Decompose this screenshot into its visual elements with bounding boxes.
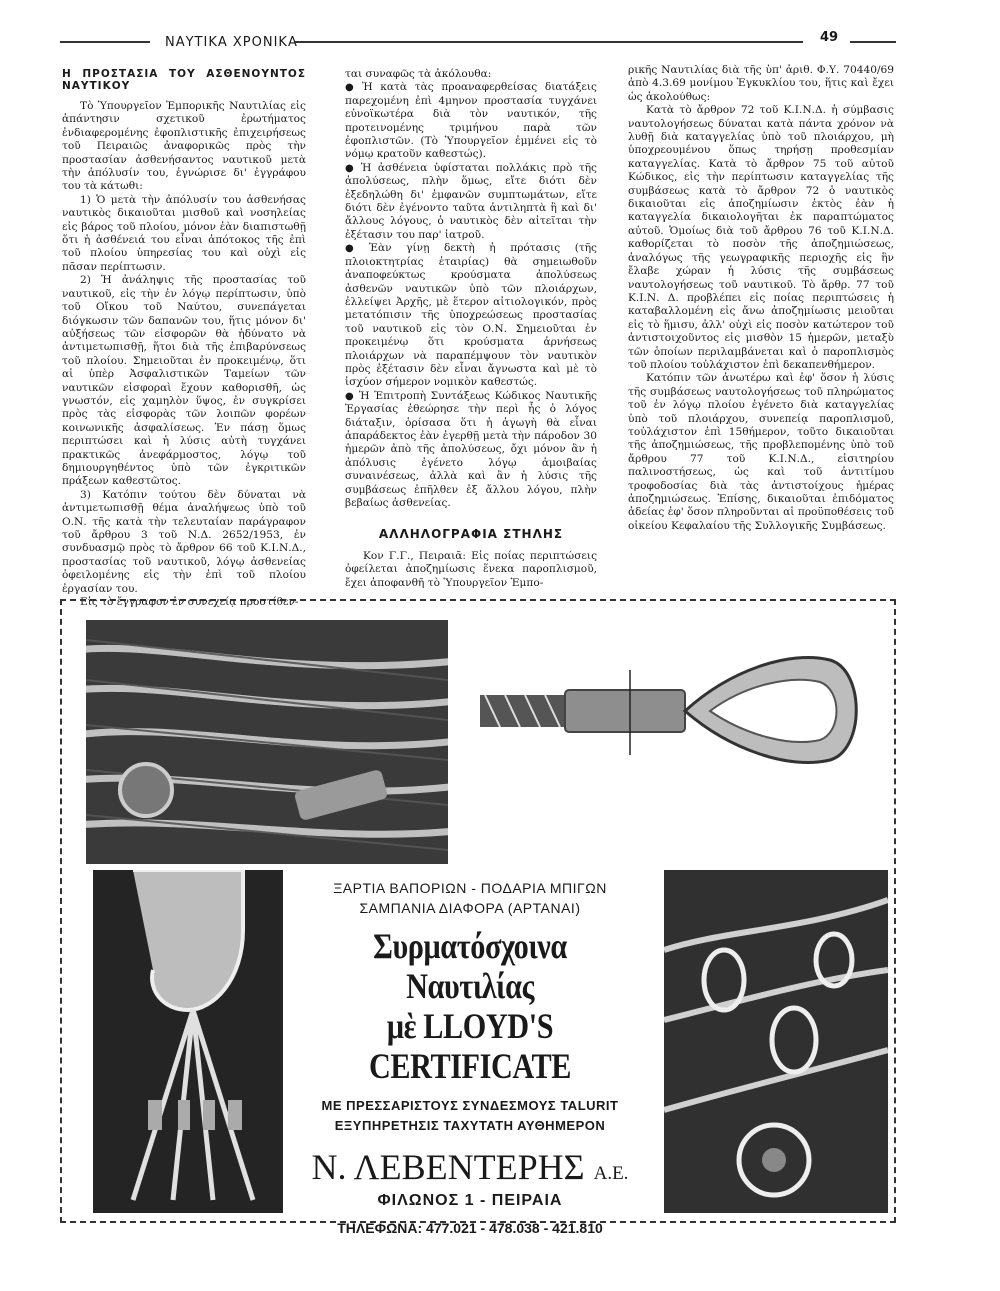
magazine-title: ΝΑΥΤΙΚΑ ΧΡΟΝΙΚΑ: [165, 35, 298, 50]
crane-hook-photo: [93, 870, 283, 1213]
column-1: [62, 68, 306, 609]
rope-thimble-photo: [470, 630, 870, 780]
paragraph: ται συναφῶς τὰ ἀκόλουθα:: [345, 68, 492, 80]
paragraph: Τὸ Ὑπουργεῖον Ἐμπορικῆς Ναυτιλίας εἰς ἀπάντησιν σχετικοῦ ἐρωτήματος ἐνδιαφερομένης ἐφοπλιστικῆς ἐπιχειρήσεως τοῦ Πειραιῶς ἀναφορικῶς πρὸς τὴν προστασίαν ἀσθενήσαντος ναυτικοῦ μετὰ τὴν ἀπόλυσίν του, ἐγνώρισε δι' ἐγγράφου του τὰ κάτωθι:: [62, 100, 306, 193]
article-heading: Η ΠΡΟΣΤΑΣΙΑ ΤΟΥ ΑΣΘΕΝΟΥΝΤΟΣ ΝΑΥΤΙΚΟΥ: [62, 68, 306, 92]
wire-rope-photo: [86, 620, 448, 864]
paragraph: ρικῆς Ναυτιλίας διὰ τῆς ὑπ' ἀριθ. Φ.Υ. 70440/69 ἀπὸ 4.3.69 μονίμου Ἐγκυκλίου του, ἥτις καὶ ἔχει ὡς ἀκολούθως:: [628, 64, 894, 103]
advert-headline-1: Συρματόσχοινα Ναυτιλίας: [373, 926, 567, 1006]
rope-thimble-illustration: [470, 630, 870, 780]
column-2: [345, 68, 597, 590]
paragraph: Κατόπιν τῶν ἀνωτέρω καὶ ἐφ' ὅσον ἡ λύσις τῆς συμβάσεως ναυτολογήσεως τοῦ πληρώματος τοῦ ἐν λόγῳ πλοίου ἐγένετο διὰ καταγγελίας ὑπὸ τοῦ πλοιάρχου, συνεπείᾳ παροπλισμοῦ, τοὐλάχιστον ἐπὶ 15θήμερον, τοῦτο δικαιοῦται τῆς ἀποζημιώσεως, τῆς προβλεπομένης ὑπὸ τοῦ ἄρθρου 77 τοῦ Κ.Ι.Ν.Δ., εἰσιτηρίου παλινοστήσεως, ὡς καὶ τοῦ ἀντιτίμου τροφοδοσίας διὰ τὰς ἀντιστοίχους ἡμέρας ἀποζημιώσεως. Ἐπίσης, δικαιοῦται ἐπιδόματος ἀδείας ἐφ' ὅσον πληροῦνται αἱ προϋποθέσεις τοῦ οἰκείου Κεφαλαίου τῆς Συλλογικῆς Συμβάσεως.: [628, 372, 894, 532]
advert-headline-2: μὲ LLOYD'S CERTIFICATE: [368, 1006, 572, 1086]
advert-company: [300, 1146, 640, 1188]
advert-address: ΦΙΛΩΝΟΣ 1 - ΠΕΙΡΑΙΑ: [377, 1192, 563, 1209]
wire-rope-illustration: [86, 620, 448, 864]
advert-line-1: ΞΑΡΤΙΑ ΒΑΠΟΡΙΩΝ - ΠΟΔΑΡΙΑ ΜΠΙΓΩΝ: [333, 880, 607, 896]
header-rule-left: [60, 41, 150, 43]
header-rule-right: [850, 41, 896, 43]
paragraph: Κατὰ τὸ ἄρθρον 72 τοῦ Κ.Ι.Ν.Δ. ἡ σύμβασις ναυτολογήσεως δύναται κατὰ πάντα χρόνον νὰ λυθῇ διὰ καταγγελίας ὑπὸ τοῦ πλοιάρχου, μὴ ὑποχρεουμένου ὅπως τηρήσῃ προθεσμίαν καταγγελίας. Κατὰ τὸ ἄρθρον 75 τοῦ αὐτοῦ Κώδικος, εἰς τὴν περίπτωσιν καταγγελίας τῆς συμβάσεως κατὰ τὸ ἄρθρον 72 ὁ ναυτικὸς δικαιοῦται εἰς ἀποζημίωσιν ἐκτὸς ἐὰν ἡ καταγγελία δικαιολογῆται ἐκ παραπτώματος αὐτοῦ. Ὁμοίως διὰ τοῦ ἄρθρου 76 τοῦ Κ.Ι.Ν.Δ. καθορίζεται τὸ ποσὸν τῆς ἀποζημιώσεως, ἀναλόγως τῆς γεωγραφικῆς περιοχῆς εἰς ἣν ἔλαβε χώραν ἡ λύσις τῆς συμβάσεως ναυτολογήσεως τοῦ ναυτικοῦ. Τὸ ἄρθρ. 77 τοῦ Κ.Ι.Ν. Δ. προβλέπει εἰς ποίας περιπτώσεις ἡ καταβαλλομένη εἰς ἄνω ἀποζημίωσις μειοῦται εἰς τὸ ἥμισυ, ἀλλ' οὐχὶ εἰς ποσὸν κατώτερον τοῦ ἀντιστοιχοῦντος εἰς μισθὸν 15 ἡμερῶν, μεταξὺ τῶν ὁποίων περιλαμβάνεται καὶ ὁ παροπλισμὸς τοῦ πλοίου τοὐλάχιστον ἐπὶ δεκαπενθήμερον.: [628, 104, 894, 371]
paragraph: 3) Κατόπιν τούτου δὲν δύναται νὰ ἀντιμετωπισθῇ θέμα ἀναλήψεως ὑπὸ τοῦ Ο.Ν. τῆς κατὰ τὴν τελευταίαν παράγραφον τοῦ ἄρθρου 3 τοῦ Ν.Δ. 2652/1953, ἐν συνδυασμῷ πρὸς τὸ ἄρθρον 66 τοῦ Κ.Ι.Ν.Δ., προστασίας τοῦ ναυτικοῦ, λόγῳ ἀσθενείας ὀφειλομένης εἰς τὴν ἐπὶ τοῦ πλοίου ἐργασίαν του.: [62, 488, 306, 595]
advert-line-4: ΕΞΥΠΗΡΕΤΗΣΙΣ ΤΑΧΥΤΑΤΗ ΑΥΘΗΜΕΡΟΝ: [334, 1118, 606, 1133]
shackles-photo: [664, 870, 888, 1213]
column-3: [628, 64, 894, 533]
bullet-paragraph: ● Ἡ Ἐπιτροπὴ Συντάξεως Κώδικος Ναυτικῆς Ἐργασίας ἐθεώρησε τὴν περὶ ἧς ὁ λόγος διάταξιν, ὁρίσασα ὅτι ἡ ἀγωγὴ θὰ εἶναι ἀπαράδεκτος ἐὰν ἐγερθῇ μετὰ τὴν πάροδον 30 ἡμερῶν ἀπὸ τῆς ἀπολύσεως, ὄχι μόνον ἂν ἡ ἀπόλυσις ἐγένετο λόγῳ ἀμοιβαίας συναινέσεως, ἀλλὰ καὶ ἂν ἡ λύσις τῆς συμβάσεως ἐπῆλθεν ἐξ ἄλλου λόγου, πλὴν βεβαίως ἀσθενείας.: [345, 390, 597, 511]
section-heading: ΑΛΛΗΛΟΓΡΑΦΙΑ ΣΤΗΛΗΣ: [378, 527, 564, 542]
page-number: 49: [820, 30, 839, 45]
advert-line-3: ΜΕ ΠΡΕΣΣΑΡΙΣΤΟΥΣ ΣΥΝΔΕΣΜΟΥΣ TALURIT: [321, 1098, 619, 1113]
bullet-paragraph: ● Ἡ ἀσθένεια ὑφίσταται πολλάκις πρὸ τῆς ἀπολύσεως, πλὴν ὅμως, εἴτε διότι δὲν ἐξεδηλώθη δι' ἐμφανῶν συμπτωμάτων, εἴτε διότι δὲν ἐγένοντο ταῦτα ἀντιληπτὰ ἢ καὶ δι' ἄλλους λόγους, ὁ ναυτικὸς δὲν αἰτεῖται τὴν ἐξέτασιν του παρ' ἰατροῦ.: [345, 162, 597, 242]
advert-phones: ΤΗΛΕΦΩΝΑ: 477.021 - 478.038 - 421.810: [337, 1220, 603, 1236]
advert-line-2: ΣΑΜΠΑΝΙΑ ΔΙΑΦΟΡΑ (ΑΡΤΑΝΑΙ): [359, 900, 581, 916]
paragraph: 1) Ὁ μετὰ τὴν ἀπόλυσίν του ἀσθενήσας ναυτικὸς δικαιοῦται μισθοῦ καὶ νοσηλείας εἰς βάρος τοῦ πλοίου, μόνον ἐὰν διαπιστωθῇ ὅτι ἡ ἀσθένειά του εἶναι ἀπότοκος τῆς ἐπὶ τοῦ πλοίου ὑπηρεσίας του καὶ οὐχὶ εἰς πᾶσαν περίπτωσιν.: [62, 193, 306, 273]
crane-hook-illustration: [93, 870, 283, 1213]
header-rule-middle: [295, 41, 803, 43]
paragraph: Κον Γ.Γ., Πειραιᾶ: Εἰς ποίας περιπτώσεις ὀφείλεται ἀποζημίωσις ἕνεκα παροπλισμοῦ, ἔχει ἀποφανθῆ τὸ Ὑπουργεῖον Ἐμπο-: [345, 549, 597, 589]
company-suffix: Α.Ε.: [593, 1163, 629, 1184]
company-name: Ν. ΛΕΒΕΝΤΕΡΗΣ: [311, 1147, 585, 1187]
shackles-illustration: [664, 870, 888, 1213]
paragraph: Εἰς τὸ ἔγγραφον ἐν συνεχείᾳ προστίθεν-: [80, 596, 299, 609]
advert-copy: [300, 880, 640, 1236]
bullet-paragraph: ● Ἐὰν γίνῃ δεκτὴ ἡ πρότασις (τῆς πλοιοκτητρίας ἑταιρίας) θὰ σημειωθοῦν ἀναποφεύκτως κρούσματα ἀπολύσεως ἀσθενῶν ναυτικῶν ὑπὸ τῶν πλοιάρχων, ἐλλείψει Ἀρχῆς, μὲ ἕτερον αἰτιολογικόν, πρὸς μετατόπισιν τῆς ὑποχρεώσεως προστασίας τοῦ ναυτικοῦ εἰς τὸν Ο.Ν. Σημειοῦται ἐν προκειμένῳ ὅτι κρούσματα ἀρνήσεως πλοιάρχων νὰ παραπέμψουν τὸν ναυτικὸν πρὸς ἐξέτασιν δὲν εἶναι ἄγνωστα καὶ μὲ τὸ ἰσχύον σήμερον νομικὸν καθεστώς.: [345, 242, 597, 389]
paragraph: 2) Ἡ ἀνάληψις τῆς προστασίας τοῦ ναυτικοῦ, εἰς τὴν ἐν λόγῳ περίπτωσιν, ὑπὸ τοῦ Οἴκου τοῦ Ναύτου, συνεπάγεται διόγκωσιν τῶν δαπανῶν του, ἥτις μόνον δι' αὐξήσεως τῶν εἰσφορῶν θὰ ἠδύνατο νὰ ἀντιμετωπισθῇ, ἥτοι διὰ τῆς ἐπιβαρύνσεως τοῦ πλοίου. Σημειοῦται ἐν προκειμένῳ, ὅτι αἱ ὑπὲρ Ἀσφαλιστικῶν Ταμείων τῶν ναυτικῶν εἰσφοραὶ ἔχουν καθορισθῆ, ὡς γνωστόν, εἰς χαμηλὸν ὕψος, ἐν συγκρίσει πρὸς τὰς εἰσφορὰς τῶν λοιπῶν φορέων κοινωνικῆς ἀσφαλίσεως. Ἐν πάσῃ ὅμως περιπτώσει καὶ ἡ λύσις αὐτὴ τυγχάνει πρακτικῶς ἀνεφάρμοστος, λόγῳ τοῦ δημιουργηθέντος ὑπὸ τῶν ἐγκριτικῶν πράξεων καθεστῶτος.: [62, 274, 306, 488]
bullet-paragraph: ● Ἡ κατὰ τὰς προαναφερθείσας διατάξεις παρεχομένη ἐπὶ 4μηνον προστασία τυγχάνει εὐνοϊκωτέρα διὰ τὸν ναυτικόν, τῆς προτεινομένης τριμήνου παρὰ τῶν ἐφοπλιστῶν. (Τὸ Ὑπουργεῖον ἐμμένει εἰς τὸ νόμῳ κρατοῦν καθεστώς).: [345, 81, 597, 161]
